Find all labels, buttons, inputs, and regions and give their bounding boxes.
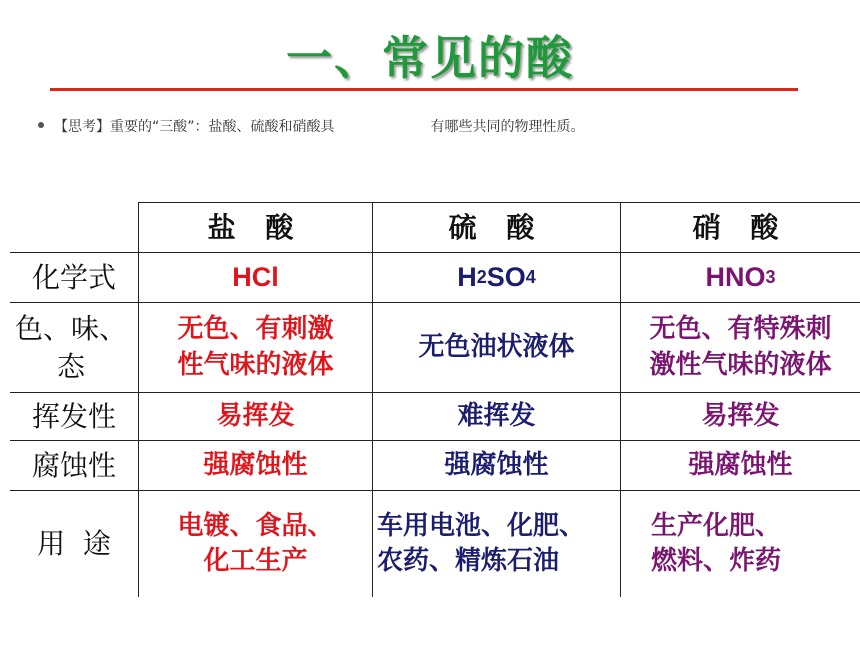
row-label-uses: 用 途	[37, 527, 111, 561]
slide-title: 一、常见的酸	[286, 31, 574, 85]
row-label-formula: 化学式	[31, 260, 116, 294]
value-line: 化工生产	[203, 546, 308, 576]
header-hno3: 硝 酸	[692, 210, 789, 244]
appearance-hcl	[139, 303, 372, 392]
header-h2so4: 硫 酸	[448, 210, 545, 244]
label-line: 态	[56, 349, 85, 383]
formula-subscript: 4	[525, 267, 536, 288]
formula-hno3	[621, 253, 860, 302]
row-label-appearance	[4, 303, 138, 392]
value-line: 车用电池、化肥、	[377, 510, 586, 541]
value-line: 生产化肥、	[651, 510, 782, 541]
row-label-volatility: 挥发性	[31, 399, 116, 433]
value-line: 燃料、炸药	[651, 546, 782, 576]
bullet-text-2: 有哪些共同的物理性质。	[430, 119, 585, 135]
value-line: 农药、精炼石油	[377, 546, 560, 576]
row-label-corrosiveness: 腐蚀性	[31, 448, 116, 482]
corrosiveness-h2so4: 强腐蚀性	[444, 449, 549, 480]
volatility-hno3: 易挥发	[701, 400, 780, 431]
formula-part: H	[457, 262, 477, 293]
formula-part: SO	[486, 262, 526, 293]
bullet-text-1: 【思考】重要的“三酸”：盐酸、硫酸和硝酸具	[54, 119, 335, 135]
formula-hcl: HCl	[232, 262, 279, 293]
uses-h2so4	[373, 491, 620, 597]
value-line: 激性气味的液体	[649, 349, 832, 380]
uses-hcl	[139, 491, 372, 597]
formula-subscript: 2	[476, 267, 487, 288]
value-line: 电镀、食品、	[177, 510, 334, 541]
header-hcl: 盐 酸	[207, 210, 304, 244]
uses-hno3	[621, 491, 860, 597]
value-line: 性气味的液体	[177, 349, 334, 380]
volatility-hcl: 易挥发	[216, 400, 295, 431]
value-line: 无色、有刺激	[177, 314, 334, 345]
formula-subscript: 3	[765, 267, 776, 288]
corrosiveness-hcl: 强腐蚀性	[203, 449, 308, 480]
volatility-h2so4: 难挥发	[457, 400, 536, 431]
appearance-hno3	[621, 303, 860, 392]
formula-part: HNO	[705, 262, 766, 293]
formula-h2so4	[373, 253, 620, 302]
appearance-h2so4: 无色油状液体	[418, 331, 575, 362]
corrosiveness-hno3: 强腐蚀性	[688, 449, 793, 480]
label-line: 色、味、	[14, 311, 127, 345]
value-line: 无色、有特殊刺	[649, 314, 832, 345]
